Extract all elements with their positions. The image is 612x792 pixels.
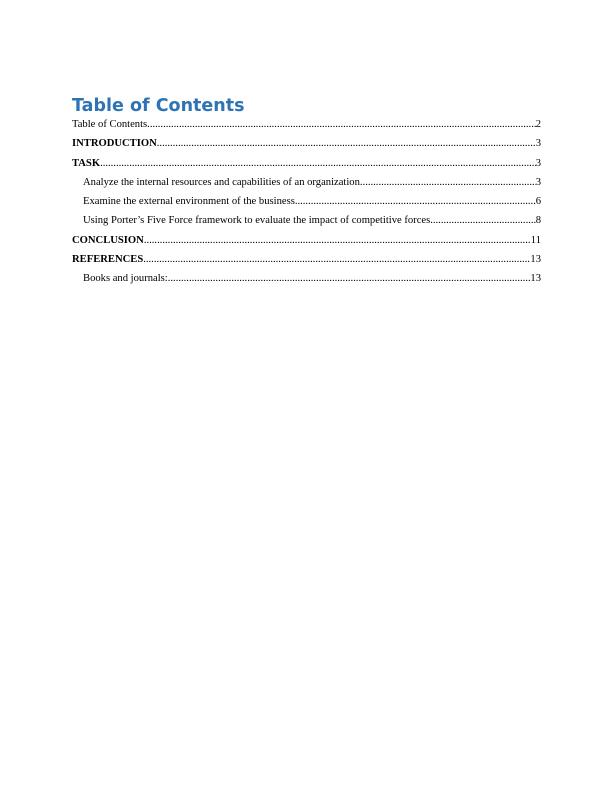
toc-entry-text: Examine the external environment of the business: [83, 196, 295, 208]
toc-entry-text: REFERENCES: [72, 254, 144, 266]
toc-page-number: 2: [535, 119, 541, 130]
toc-dot-leader: [430, 211, 535, 230]
toc-dot-leader: [100, 154, 536, 173]
toc-page-number: 11: [530, 234, 541, 246]
toc-entry-text: Books and journals:: [83, 273, 168, 285]
toc-heading: Table of Contents: [72, 96, 245, 116]
toc-entry[interactable]: [72, 211, 541, 230]
toc-list: [72, 115, 541, 289]
toc-entry-text: Using Porter’s Five Force framework to evaluate the impact of competitive forces: [83, 215, 431, 227]
toc-entry-text: CONCLUSION: [72, 234, 144, 246]
toc-page-number: 13: [530, 273, 541, 285]
toc-entry[interactable]: [72, 115, 541, 134]
toc-page-number: 8: [535, 215, 541, 227]
toc-page-number: 13: [530, 254, 541, 266]
toc-page-number: 6: [535, 196, 541, 208]
toc-dot-leader: [147, 115, 536, 134]
toc-page-number: 3: [535, 157, 541, 169]
toc-entry[interactable]: [72, 192, 541, 211]
toc-dot-leader: [295, 192, 536, 211]
toc-entry[interactable]: [72, 250, 541, 269]
toc-dot-leader: [157, 134, 536, 153]
toc-entry-text: Table of Contents: [72, 119, 148, 130]
toc-entry[interactable]: [72, 231, 541, 250]
toc-entry[interactable]: [72, 134, 541, 153]
toc-entry-text: TASK: [72, 157, 101, 169]
toc-entry-text: INTRODUCTION: [72, 138, 157, 150]
toc-entry[interactable]: [72, 154, 541, 173]
toc-entry[interactable]: [72, 173, 541, 192]
toc-dot-leader: [363, 173, 536, 192]
toc-page-number: 3: [535, 176, 541, 188]
toc-dot-leader: [143, 250, 530, 269]
toc-dot-leader: [144, 231, 531, 250]
toc-entry-text: Analyze the internal resources and capabilities of an organization.: [83, 176, 363, 188]
toc-entry[interactable]: [72, 269, 541, 288]
toc-dot-leader: [168, 269, 531, 288]
toc-page-number: 3: [535, 138, 541, 150]
